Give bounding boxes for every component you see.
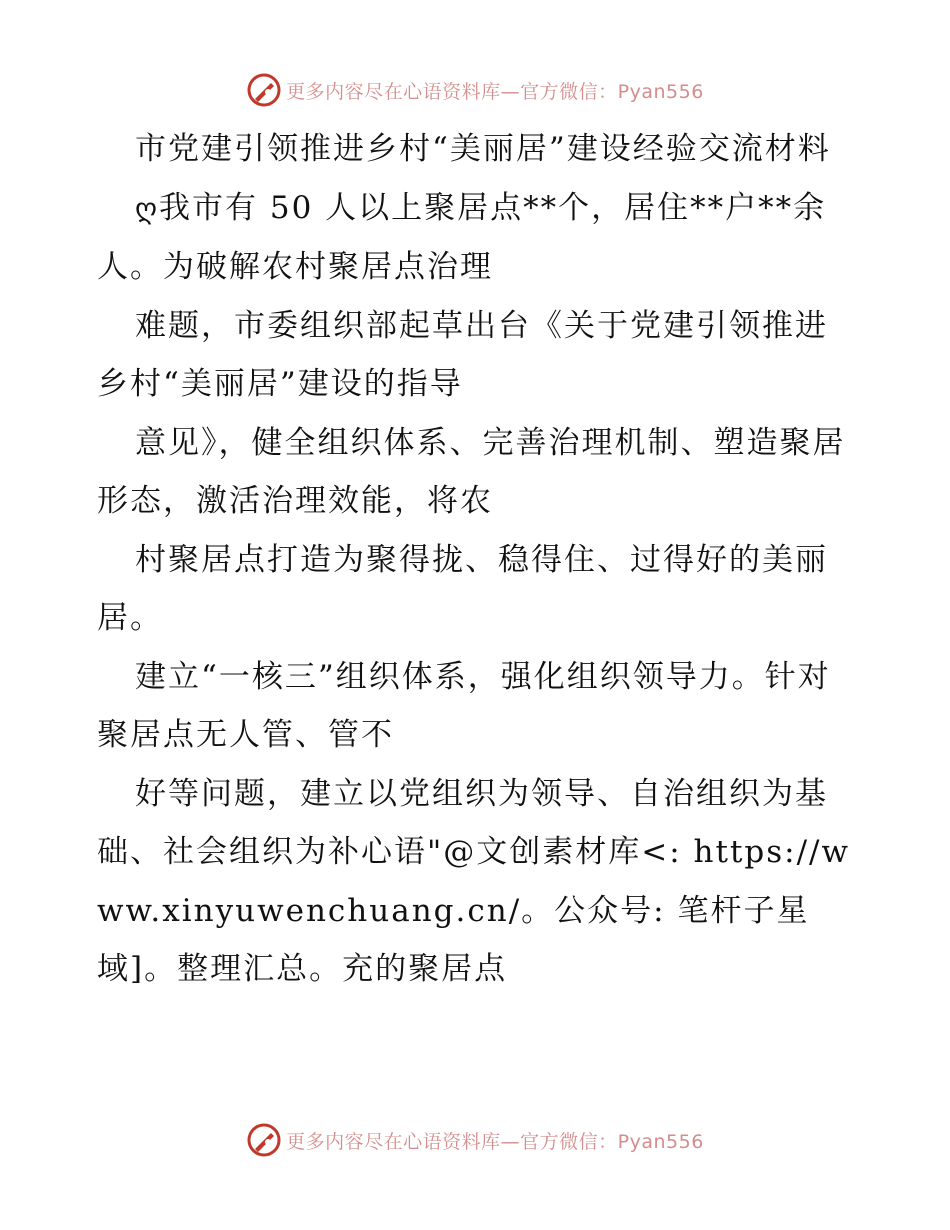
paragraph-3: 意见》，健全组织体系、完善治理机制、塑造聚居形态，激活治理效能，将农 bbox=[97, 424, 846, 519]
header-banner-text: 更多内容尽在心语资料库—官方微信：Pyan556 bbox=[286, 80, 704, 103]
document-title: 市党建引领推进乡村“美丽居”建设经验交流材料 bbox=[135, 131, 831, 167]
paragraph-5: 建立“一核三”组织体系，强化组织领导力。针对聚居点无人管、管不 bbox=[97, 658, 831, 753]
paragraph-2: 难题，市委组织部起草出台《关于党建引领推进乡村“美丽居”建设的指导 bbox=[97, 307, 828, 402]
paragraph-1-text: 我市有 50 人以上聚居点**个，居住**户**余人。为破解农村聚居点治理 bbox=[97, 189, 827, 285]
pen-logo-icon bbox=[246, 72, 282, 108]
document-body bbox=[97, 120, 857, 999]
footer-banner-text: 更多内容尽在心语资料库—官方微信：Pyan556 bbox=[286, 1130, 704, 1153]
lead-ornament-icon: ღ bbox=[135, 191, 160, 225]
paragraph-4: 村聚居点打造为聚得拢、稳得住、过得好的美丽居。 bbox=[97, 541, 828, 636]
pen-logo-icon bbox=[246, 1122, 282, 1158]
footer-banner bbox=[0, 1120, 950, 1160]
header-banner bbox=[0, 70, 950, 110]
paragraph-1 bbox=[97, 179, 857, 297]
paragraph-6: 好等问题，建立以党组织为领导、自治组织为基础、社会组织为补心语"@文创素材库<: https://www.xinyuwenchuang.cn/。公众号: 笔杆子星域]。整理汇总。充的聚居点 bbox=[97, 775, 851, 987]
